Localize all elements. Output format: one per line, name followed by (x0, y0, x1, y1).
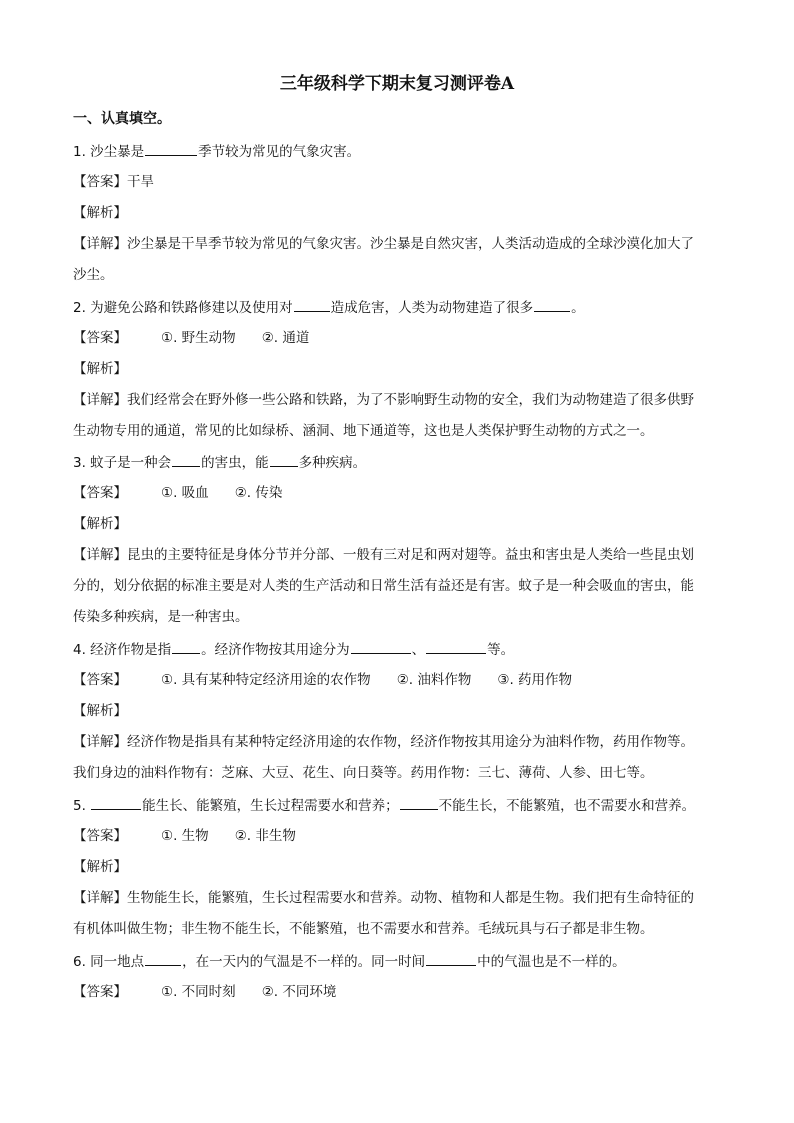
answer-4: 【答案】 ①. 具有某种特定经济用途的农作物 ②. 油料作物 ③. 药用作物 (73, 672, 573, 688)
question-1: 1. 沙尘暴是 季节较为常见的气象灾害。 (73, 141, 360, 162)
question-2: 2. 为避免公路和铁路修建以及使用对 造成危害，人类为动物建造了很多 。 (73, 297, 585, 318)
detail-4-line-1: 【详解】经济作物是指具有某种特定经济用途的农作物，经济作物按其用途分为油料作物，药用作物等。 (73, 734, 694, 750)
answer-blank (91, 795, 141, 810)
detail-2-line-1: 【详解】我们经常会在野外修一些公路和铁路，为了不影响野生动物的安全，我们为动物建造了很多供野 (73, 392, 694, 408)
answer-blank (145, 141, 197, 156)
detail-3-line-3: 传染多种疾病，是一种害虫。 (73, 609, 249, 625)
analysis-label: 【解析】 (73, 361, 127, 377)
detail-1-line-2: 沙尘。 (73, 267, 114, 283)
detail-2-line-2: 生动物专用的通道，常见的比如绿桥、涵洞、地下通道等，这也是人类保护野生动物的方式之一。 (73, 423, 654, 439)
detail-3-line-1: 【详解】昆虫的主要特征是身体分节并分部、一般有三对足和两对翅等。益虫和害虫是人类给一些昆虫划 (73, 547, 694, 563)
detail-label: 【详解】 (73, 236, 127, 252)
answer-blank (172, 639, 200, 654)
answer-blank (145, 951, 181, 966)
answer-2: 【答案】 ①. 野生动物 ②. 通道 (73, 330, 310, 346)
analysis-label: 【解析】 (73, 516, 127, 532)
answer-5: 【答案】 ①. 生物 ②. 非生物 (73, 828, 296, 844)
question-3: 3. 蚊子是一种会 的害虫，能 多种疾病。 (73, 452, 366, 473)
answer-blank (351, 639, 411, 654)
detail-5-line-1: 【详解】生物能生长，能繁殖，生长过程需要水和营养。动物、植物和人都是生物。我们把有生命特征的 (73, 890, 694, 906)
answer-blank (172, 452, 200, 467)
answer-blank (400, 795, 438, 810)
answer-blank (534, 297, 570, 312)
detail-5-line-2: 有机体叫做生物；非生物不能生长，不能繁殖，也不需要水和营养。毛绒玩具与石子都是非生物。 (73, 921, 654, 937)
detail-1-line-1: 【详解】沙尘暴是干旱季节较为常见的气象灾害。沙尘暴是自然灾害，人类活动造成的全球沙漠化加大了 (73, 236, 694, 252)
detail-3-line-2: 分的，划分依据的标准主要是对人类的生产活动和日常生活有益还是有害。蚊子是一种会吸血的害虫，能 (73, 578, 694, 594)
answer-blank (426, 639, 486, 654)
answer-blank (270, 452, 298, 467)
answer-label: 【答案】 (73, 174, 127, 190)
detail-4-line-2: 我们身边的油料作物有：芝麻、大豆、花生、向日葵等。药用作物：三七、薄荷、人参、田七等。 (73, 765, 654, 781)
analysis-label: 【解析】 (73, 205, 127, 221)
section-heading: 一、认真填空。 (73, 111, 171, 127)
question-4: 4. 经济作物是指 。经济作物按其用途分为 、 等。 (73, 639, 514, 660)
answer-1: 【答案】干旱 (73, 174, 154, 190)
question-6: 6. 同一地点 ，在一天内的气温是不一样的。同一时间 中的气温也是不一样的。 (73, 951, 626, 972)
answer-blank (294, 297, 330, 312)
analysis-label: 【解析】 (73, 703, 127, 719)
answer-blank (426, 951, 476, 966)
analysis-label: 【解析】 (73, 859, 127, 875)
answer-3: 【答案】 ①. 吸血 ②. 传染 (73, 485, 283, 501)
page-title: 三年级科学下期末复习测评卷A (279, 74, 515, 94)
answer-6: 【答案】 ①. 不同时刻 ②. 不同环境 (73, 984, 337, 1000)
question-5: 5. 能生长、能繁殖，生长过程需要水和营养； 不能生长，不能繁殖，也不需要水和营养。 (73, 795, 695, 816)
